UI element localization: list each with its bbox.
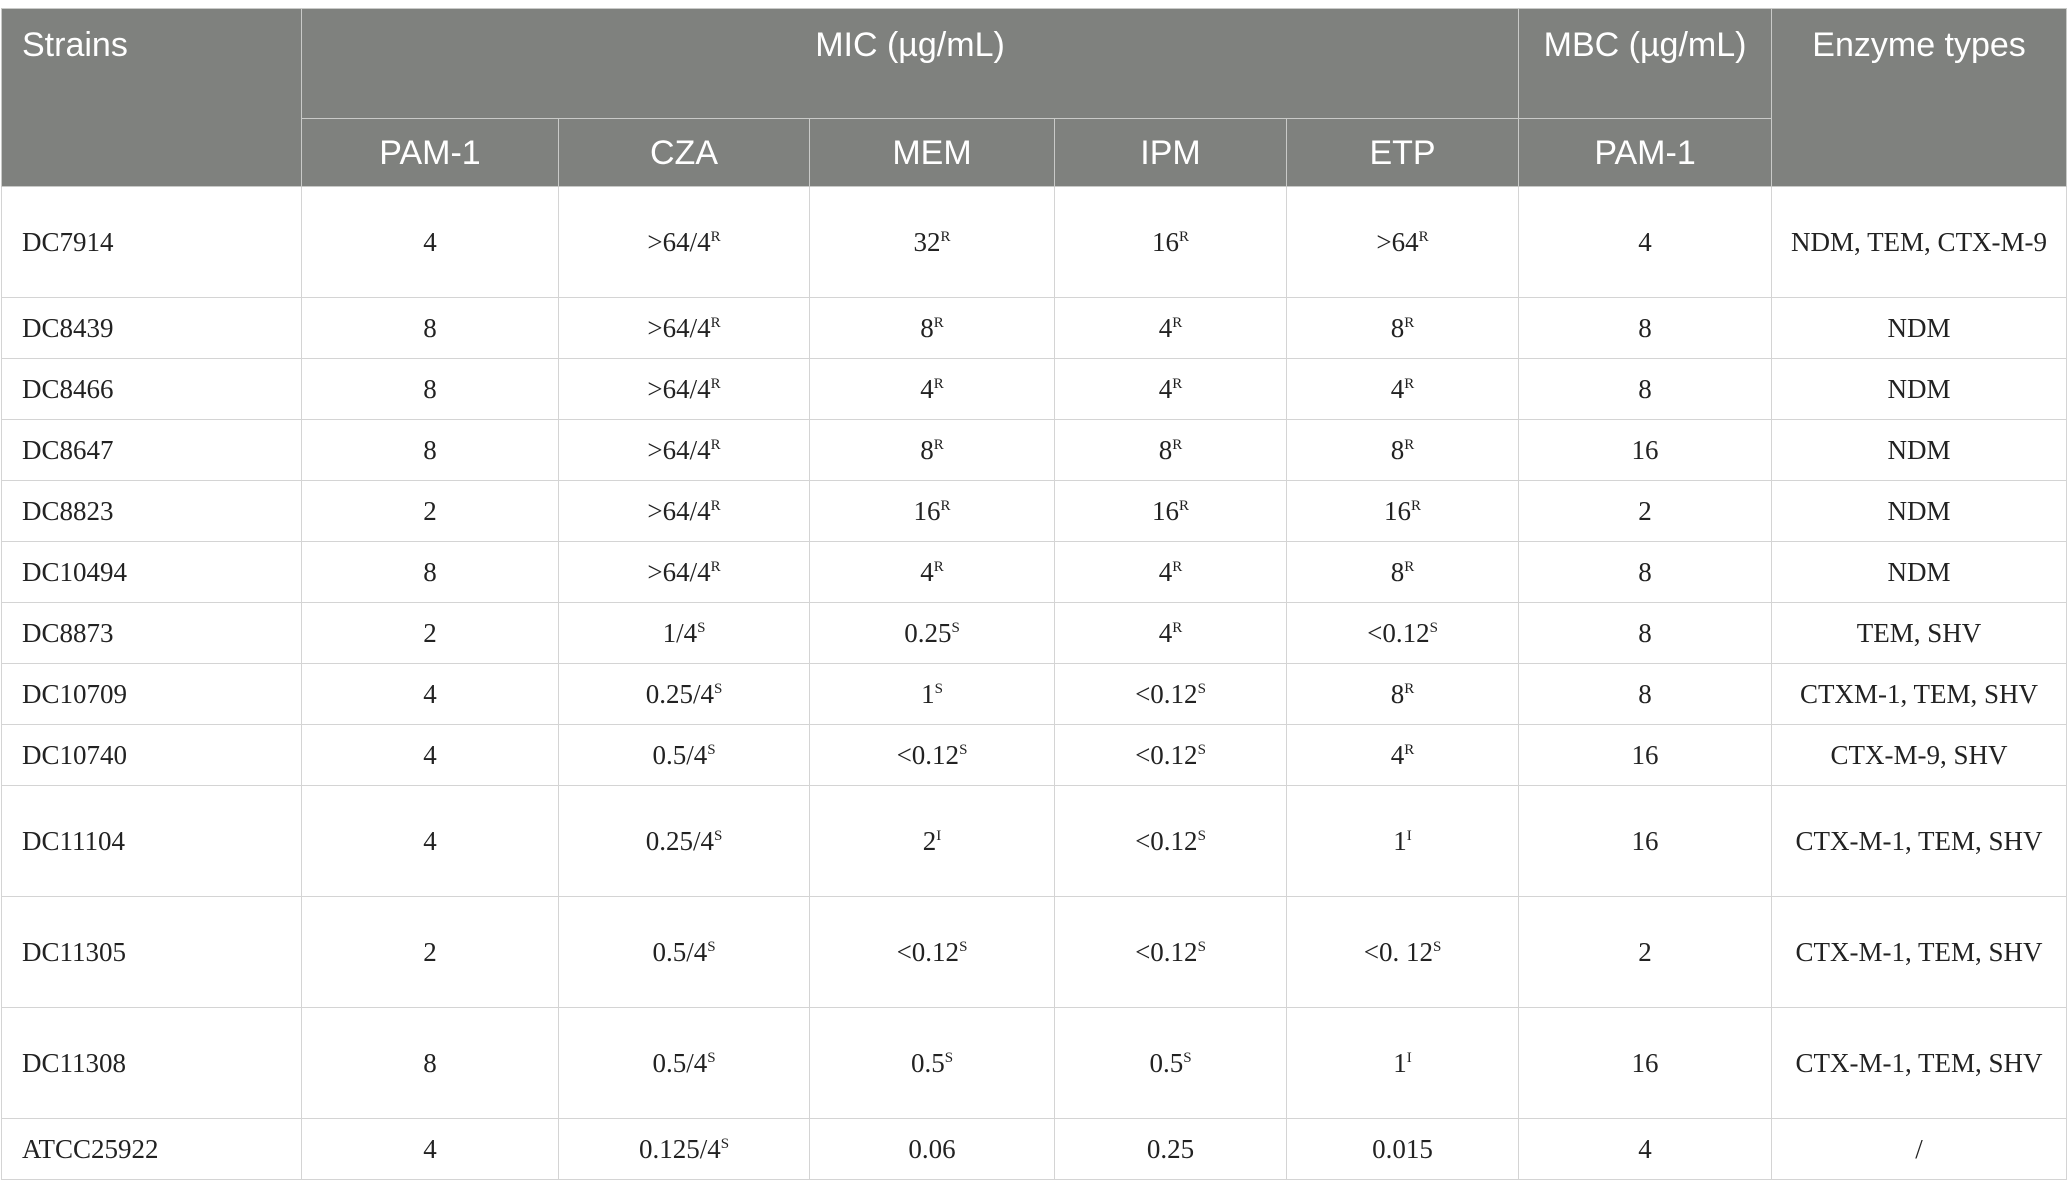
enzyme-value: CTX-M-1, TEM, SHV	[1795, 826, 2043, 856]
ipm-value: 0.25	[1146, 1134, 1195, 1164]
ipm-value: 4	[1158, 618, 1173, 648]
susceptibility-mark: S	[934, 681, 943, 697]
cza-cell	[559, 187, 810, 298]
cza-cell	[559, 481, 810, 542]
susceptibility-mark: I	[1406, 828, 1412, 844]
mbc-pam1-cell	[1519, 298, 1772, 359]
etp-cell	[1287, 603, 1519, 664]
table-row	[2, 1119, 2067, 1180]
strain-cell	[2, 187, 302, 298]
mbc-pam1-cell	[1519, 664, 1772, 725]
strain-cell	[2, 786, 302, 897]
ipm-cell	[1055, 1119, 1287, 1180]
etp-cell	[1287, 1119, 1519, 1180]
subheader-ipm: IPM	[1055, 119, 1287, 187]
enzyme-cell	[1772, 1119, 2067, 1180]
table-row	[2, 897, 2067, 1008]
cza-cell	[559, 1008, 810, 1119]
susceptibility-mark: R	[933, 376, 944, 392]
susceptibility-mark: S	[944, 1050, 954, 1066]
mem-value: 1	[921, 679, 935, 709]
susceptibility-mark: R	[1172, 620, 1183, 636]
mic-pam1-value: 8	[423, 1048, 437, 1078]
mem-value: <0.12	[896, 740, 960, 770]
mic-pam1-value: 8	[423, 374, 437, 404]
cza-value: 0.5/4	[652, 937, 708, 967]
susceptibility-mark: S	[1197, 828, 1206, 844]
cza-cell	[559, 298, 810, 359]
strains-header: Strains	[2, 9, 302, 187]
cza-cell	[559, 664, 810, 725]
susceptibility-mark: S	[1197, 742, 1206, 758]
strain-value: DC10494	[22, 557, 128, 587]
cza-cell	[559, 542, 810, 603]
susceptibility-mark: R	[710, 498, 721, 514]
etp-cell	[1287, 359, 1519, 420]
ipm-value: 4	[1158, 313, 1173, 343]
enzyme-value: NDM	[1887, 557, 1951, 587]
strain-cell	[2, 725, 302, 786]
etp-value: 4	[1390, 374, 1405, 404]
ipm-cell	[1055, 603, 1287, 664]
strain-cell	[2, 664, 302, 725]
mic-pam1-value: 4	[423, 1134, 437, 1164]
strain-cell	[2, 359, 302, 420]
mem-value: 4	[920, 374, 934, 404]
cza-value: >64/4	[647, 557, 711, 587]
etp-value: 16	[1384, 496, 1412, 526]
ipm-cell	[1055, 420, 1287, 481]
strain-value: DC11308	[22, 1048, 127, 1078]
mic-pam1-cell	[302, 481, 559, 542]
etp-value: 0.015	[1372, 1134, 1433, 1164]
mbc-pam1-value: 2	[1638, 496, 1652, 526]
enzyme-value: NDM	[1887, 313, 1951, 343]
strain-value: DC8439	[22, 313, 114, 343]
cza-value: >64/4	[647, 227, 711, 257]
susceptibility-mark: S	[707, 742, 716, 758]
strain-cell	[2, 298, 302, 359]
mem-cell	[810, 603, 1055, 664]
susceptibility-mark: S	[959, 742, 968, 758]
ipm-value: 4	[1158, 374, 1173, 404]
cza-cell	[559, 1119, 810, 1180]
enzyme-cell	[1772, 603, 2067, 664]
mem-cell	[810, 481, 1055, 542]
mbc-pam1-cell	[1519, 725, 1772, 786]
mbc-pam1-value: 8	[1638, 618, 1652, 648]
strain-value: DC8823	[22, 496, 114, 526]
etp-value: 8	[1390, 679, 1405, 709]
cza-value: >64/4	[647, 435, 711, 465]
ipm-value: 16	[1151, 496, 1179, 526]
strain-value: DC8466	[22, 374, 114, 404]
table-row	[2, 1008, 2067, 1119]
strain-cell	[2, 1119, 302, 1180]
mem-cell	[810, 725, 1055, 786]
mem-cell	[810, 1119, 1055, 1180]
enzyme-value: NDM, TEM, CTX-M-9	[1791, 227, 2048, 257]
strain-cell	[2, 897, 302, 1008]
mbc-pam1-cell	[1519, 1008, 1772, 1119]
susceptibility-mark: R	[933, 559, 944, 575]
strain-value: DC11305	[22, 937, 127, 967]
mic-header: MIC (µg/mL)	[302, 9, 1519, 119]
etp-cell	[1287, 786, 1519, 897]
mic-pam1-value: 2	[423, 618, 437, 648]
susceptibility-mark: S	[959, 939, 968, 955]
mbc-pam1-cell	[1519, 359, 1772, 420]
table-container	[1, 8, 2066, 1180]
susceptibility-mark: R	[1404, 437, 1415, 453]
table-row	[2, 725, 2067, 786]
mem-value: 16	[913, 496, 941, 526]
ipm-value: <0.12	[1135, 937, 1198, 967]
susceptibility-mark: S	[697, 620, 706, 636]
mem-value: 32	[913, 227, 941, 257]
mic-pam1-cell	[302, 420, 559, 481]
susceptibility-mark: R	[1172, 437, 1183, 453]
enzyme-value: /	[1915, 1134, 1923, 1164]
enzyme-cell	[1772, 725, 2067, 786]
enzyme-value: TEM, SHV	[1856, 618, 1982, 648]
etp-value: <0. 12	[1363, 937, 1433, 967]
cza-value: >64/4	[647, 313, 711, 343]
mbc-pam1-cell	[1519, 1119, 1772, 1180]
mbc-pam1-value: 8	[1638, 313, 1652, 343]
susceptibility-mark: S	[1183, 1050, 1192, 1066]
ipm-cell	[1055, 786, 1287, 897]
mem-value: 2	[922, 826, 937, 856]
susceptibility-mark: R	[710, 229, 721, 245]
susceptibility-mark: R	[940, 498, 951, 514]
enzyme-cell	[1772, 481, 2067, 542]
ipm-cell	[1055, 725, 1287, 786]
mic-pam1-value: 2	[423, 937, 437, 967]
enzyme-cell	[1772, 298, 2067, 359]
mic-pam1-cell	[302, 897, 559, 1008]
enzyme-value: CTX-M-1, TEM, SHV	[1795, 937, 2043, 967]
mic-pam1-cell	[302, 359, 559, 420]
mem-cell	[810, 897, 1055, 1008]
mem-value: 4	[920, 557, 934, 587]
mem-value: 8	[920, 313, 934, 343]
susceptibility-mark: S	[1197, 681, 1206, 697]
ipm-cell	[1055, 897, 1287, 1008]
table-row	[2, 420, 2067, 481]
mem-cell	[810, 420, 1055, 481]
enzyme-cell	[1772, 542, 2067, 603]
etp-cell	[1287, 481, 1519, 542]
ipm-value: 0.5	[1149, 1048, 1184, 1078]
mbc-pam1-cell	[1519, 786, 1772, 897]
strain-cell	[2, 542, 302, 603]
ipm-cell	[1055, 187, 1287, 298]
susceptibility-mark: I	[1406, 1050, 1412, 1066]
mem-cell	[810, 786, 1055, 897]
susceptibility-mark: S	[707, 939, 716, 955]
cza-cell	[559, 603, 810, 664]
mic-pam1-value: 4	[423, 227, 437, 257]
mic-pam1-value: 4	[423, 740, 437, 770]
enzyme-types-header: Enzyme types	[1772, 9, 2067, 187]
mic-pam1-cell	[302, 1008, 559, 1119]
ipm-value: 8	[1158, 435, 1173, 465]
susceptibility-mark: S	[713, 681, 723, 697]
mem-cell	[810, 359, 1055, 420]
mbc-pam1-cell	[1519, 187, 1772, 298]
mem-cell	[810, 664, 1055, 725]
susceptibility-mark: R	[710, 559, 721, 575]
mbc-pam1-value: 16	[1631, 826, 1659, 856]
susceptibility-mark: S	[1432, 939, 1442, 955]
ipm-cell	[1055, 481, 1287, 542]
cza-cell	[559, 897, 810, 1008]
subheader-mbc-pam1: PAM-1	[1519, 119, 1772, 187]
strain-cell	[2, 603, 302, 664]
susceptibility-mark: R	[710, 376, 721, 392]
ipm-value: <0.12	[1135, 826, 1198, 856]
etp-value: 1	[1393, 826, 1407, 856]
etp-cell	[1287, 420, 1519, 481]
susceptibility-mark: R	[710, 315, 721, 331]
susceptibility-mark: R	[1172, 559, 1183, 575]
susceptibility-mark: R	[933, 437, 944, 453]
etp-cell	[1287, 298, 1519, 359]
mem-cell	[810, 1008, 1055, 1119]
mic-pam1-cell	[302, 1119, 559, 1180]
strain-value: DC10709	[22, 679, 128, 709]
mem-value: 8	[920, 435, 934, 465]
cza-value: >64/4	[647, 496, 711, 526]
strain-cell	[2, 481, 302, 542]
cza-cell	[559, 420, 810, 481]
enzyme-value: CTX-M-9, SHV	[1830, 740, 2008, 770]
susceptibility-mark: R	[1178, 498, 1189, 514]
mbc-header: MBC (µg/mL)	[1519, 9, 1772, 119]
susceptibility-mark: I	[936, 828, 942, 844]
strain-cell	[2, 1008, 302, 1119]
etp-value: 1	[1393, 1048, 1407, 1078]
mbc-pam1-cell	[1519, 897, 1772, 1008]
table-row	[2, 542, 2067, 603]
etp-cell	[1287, 542, 1519, 603]
mbc-pam1-value: 8	[1638, 679, 1652, 709]
cza-cell	[559, 359, 810, 420]
susceptibility-mark: R	[1404, 376, 1415, 392]
table-row	[2, 481, 2067, 542]
susceptibility-mark: R	[940, 229, 951, 245]
mic-pam1-cell	[302, 725, 559, 786]
mbc-pam1-value: 8	[1638, 374, 1652, 404]
etp-value: >64	[1376, 227, 1419, 257]
etp-cell	[1287, 897, 1519, 1008]
etp-cell	[1287, 664, 1519, 725]
mem-value: 0.5	[910, 1048, 945, 1078]
susceptibility-mark: R	[1178, 229, 1189, 245]
strain-value: ATCC25922	[22, 1134, 159, 1164]
ipm-cell	[1055, 1008, 1287, 1119]
mem-value: 0.06	[908, 1134, 956, 1164]
mic-pam1-value: 4	[423, 826, 437, 856]
susceptibility-mark: R	[1404, 742, 1415, 758]
enzyme-value: NDM	[1887, 496, 1951, 526]
mbc-pam1-cell	[1519, 603, 1772, 664]
etp-value: 8	[1390, 557, 1405, 587]
table-row	[2, 664, 2067, 725]
cza-value: 0.5/4	[652, 740, 708, 770]
mic-pam1-value: 8	[423, 313, 437, 343]
ipm-value: 16	[1151, 227, 1179, 257]
table-row	[2, 298, 2067, 359]
ipm-value: <0.12	[1135, 679, 1198, 709]
mbc-pam1-value: 8	[1638, 557, 1652, 587]
susceptibility-mark: R	[1172, 315, 1183, 331]
enzyme-cell	[1772, 897, 2067, 1008]
susceptibility-mark: R	[1404, 315, 1415, 331]
mbc-pam1-cell	[1519, 481, 1772, 542]
susceptibility-mark: R	[1411, 498, 1422, 514]
ipm-value: 4	[1158, 557, 1173, 587]
enzyme-value: CTXM-1, TEM, SHV	[1800, 679, 2039, 709]
strain-value: DC7914	[22, 227, 114, 257]
mem-cell	[810, 542, 1055, 603]
cza-value: 0.25/4	[645, 826, 714, 856]
cza-value: 0.125/4	[638, 1134, 721, 1164]
mic-pam1-cell	[302, 786, 559, 897]
enzyme-value: NDM	[1887, 374, 1951, 404]
mbc-pam1-cell	[1519, 542, 1772, 603]
table-row	[2, 786, 2067, 897]
susceptibility-mark: R	[1404, 681, 1415, 697]
mic-mbc-table	[1, 8, 2067, 1180]
ipm-cell	[1055, 359, 1287, 420]
strain-value: DC10740	[22, 740, 128, 770]
susceptibility-mark: R	[1418, 229, 1429, 245]
enzyme-cell	[1772, 359, 2067, 420]
etp-cell	[1287, 725, 1519, 786]
ipm-cell	[1055, 542, 1287, 603]
enzyme-value: NDM	[1887, 435, 1951, 465]
susceptibility-mark: S	[720, 1136, 730, 1152]
mbc-pam1-value: 16	[1631, 740, 1659, 770]
ipm-cell	[1055, 664, 1287, 725]
mic-pam1-value: 8	[423, 557, 437, 587]
etp-value: 8	[1390, 313, 1405, 343]
mic-pam1-cell	[302, 664, 559, 725]
strain-value: DC8873	[22, 618, 114, 648]
etp-value: <0.12	[1367, 618, 1430, 648]
strain-value: DC11104	[22, 826, 126, 856]
ipm-value: <0.12	[1135, 740, 1198, 770]
strain-value: DC8647	[22, 435, 114, 465]
susceptibility-mark: R	[1172, 376, 1183, 392]
enzyme-cell	[1772, 187, 2067, 298]
enzyme-cell	[1772, 786, 2067, 897]
table-row	[2, 359, 2067, 420]
mbc-pam1-value: 16	[1631, 1048, 1659, 1078]
mbc-pam1-value: 4	[1638, 1134, 1652, 1164]
susceptibility-mark: R	[710, 437, 721, 453]
mic-pam1-cell	[302, 542, 559, 603]
mic-pam1-value: 4	[423, 679, 437, 709]
susceptibility-mark: S	[951, 620, 960, 636]
enzyme-cell	[1772, 1008, 2067, 1119]
mic-pam1-cell	[302, 298, 559, 359]
table-row	[2, 187, 2067, 298]
mbc-pam1-value: 4	[1638, 227, 1652, 257]
susceptibility-mark: S	[1197, 939, 1206, 955]
susceptibility-mark: S	[707, 1050, 716, 1066]
mic-pam1-cell	[302, 187, 559, 298]
enzyme-cell	[1772, 664, 2067, 725]
etp-value: 8	[1390, 435, 1405, 465]
mbc-pam1-value: 2	[1638, 937, 1652, 967]
table-body	[2, 187, 2067, 1180]
etp-value: 4	[1390, 740, 1405, 770]
susceptibility-mark: R	[933, 315, 944, 331]
cza-value: 1/4	[662, 618, 698, 648]
cza-cell	[559, 725, 810, 786]
subheader-mem: MEM	[810, 119, 1055, 187]
mbc-pam1-value: 16	[1631, 435, 1659, 465]
table-header	[2, 9, 2067, 187]
cza-value: 0.5/4	[652, 1048, 708, 1078]
mbc-pam1-cell	[1519, 420, 1772, 481]
subheader-mic-pam1: PAM-1	[302, 119, 559, 187]
mic-pam1-value: 8	[423, 435, 437, 465]
etp-cell	[1287, 1008, 1519, 1119]
subheader-etp: ETP	[1287, 119, 1519, 187]
mic-pam1-cell	[302, 603, 559, 664]
mic-pam1-value: 2	[423, 496, 437, 526]
enzyme-cell	[1772, 420, 2067, 481]
strain-cell	[2, 420, 302, 481]
table-row	[2, 603, 2067, 664]
cza-value: >64/4	[647, 374, 711, 404]
enzyme-value: CTX-M-1, TEM, SHV	[1795, 1048, 2043, 1078]
mem-cell	[810, 298, 1055, 359]
mem-value: 0.25	[904, 618, 952, 648]
susceptibility-mark: S	[1429, 620, 1438, 636]
cza-cell	[559, 786, 810, 897]
etp-cell	[1287, 187, 1519, 298]
ipm-cell	[1055, 298, 1287, 359]
mem-cell	[810, 187, 1055, 298]
cza-value: 0.25/4	[645, 679, 714, 709]
subheader-cza: CZA	[559, 119, 810, 187]
mem-value: <0.12	[896, 937, 960, 967]
susceptibility-mark: R	[1404, 559, 1415, 575]
susceptibility-mark: S	[713, 828, 723, 844]
